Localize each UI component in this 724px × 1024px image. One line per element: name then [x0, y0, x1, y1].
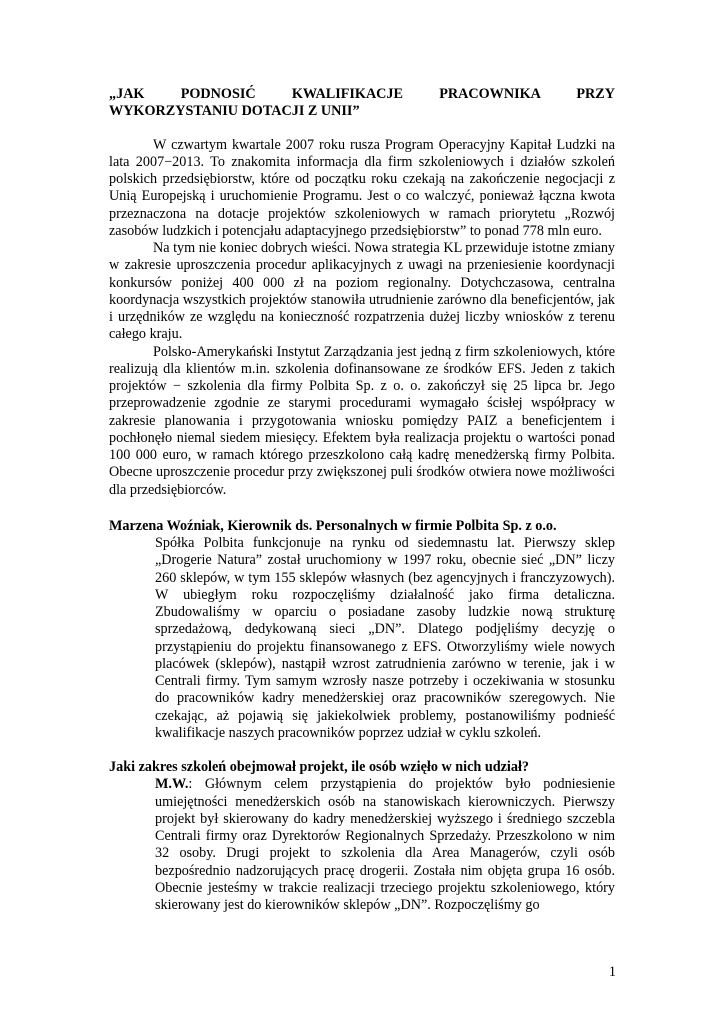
article-body: [109, 86, 615, 914]
intro-paragraph: W czwartym kwartale 2007 roku rusza Program Operacyjny Kapitał Ludzki na lata 2007−2013. To znakomita informacja dla firm szkoleniowych i działów szkoleń polskich przedsiębiorstw, które od początku roku czekają na zakończenie negocjacji z Unią Europejską i uruchomienie Programu. Jest o co walczyć, ponieważ łączna kwota przeznaczona na dotacje projektów szkoleniowych w ramach priorytetu „Rozwój zasobów ludzkich i potencjału adaptacyjnego przedsiębiorstw” to ponad 778 mln euro.: [109, 136, 615, 239]
article-title-line-1: „JAK PODNOSIĆ KWALIFIKACJE PRACOWNIKA PRZY: [109, 86, 615, 102]
article-title-line-2: WYKORZYSTANIU DOTACJI Z UNII”: [109, 103, 360, 120]
question-heading: Jaki zakres szkoleń obejmował projekt, ile osób wzięło w nich udział?: [109, 759, 529, 775]
answer-paragraph-2: [109, 776, 615, 914]
speaker-initials: M.W.: [155, 776, 189, 793]
answer-paragraph-1: Spółka Polbita funkcjonuje na rynku od siedemnastu lat. Pierwszy sklep „Drogerie Natura” został uruchomiony w 1997 roku, obecnie sieć „DN” liczy 260 sklepów, w tym 155 sklepów własnych (bez agencyjnych i franczyzowych). W ubiegłym roku rozpoczęliśmy działalność jako firma detaliczna. Zbudowaliśmy w oparciu o posiadane zasoby ludzkie nową strukturę sprzedażową, dedykowaną sieci „DN”. Dlatego podjęliśmy decyzję o przystąpieniu do projektu finansowanego z EFS. Otworzyliśmy wiele nowych placówek (sklepów), nastąpił wzrost zatrudnienia zarówno w terenie, jak i w Centrali firmy. Tym samym wzrosły nasze potrzeby i oczekiwania w stosunku do pracowników kadry menedżerskiej oraz pracowników szeregowych. Nie czekając, aż pojawią się jakiekolwiek problemy, postanowiliśmy podnieść kwalifikacje naszych pracowników poprzez udział w cyklu szkoleń.: [155, 535, 615, 741]
intro-paragraph: Na tym nie koniec dobrych wieści. Nowa strategia KL przewiduje istotne zmiany w zakresie uproszczenia procedur aplikacyjnych z uwagi na przeniesienie koordynacji konkursów poniżej 400 000 zł na poziom regionalny. Dotychczasowa, centralna koordynacja wszystkich projektów stanowiła utrudnienie zarówno dla beneficjentów, jak i urzędników ze względu na konieczność rozpatrzenia dużej liczby wniosków z terenu całego kraju.: [109, 240, 616, 343]
page-number: 1: [608, 964, 616, 980]
answer-text: : Głównym celem przystąpienia do projektów było podniesienie umiejętności menedżerskich osób na stanowiskach kierowniczych. Pierwszy projekt był skierowany do kadry menedżerskiej wyższego i średniego szczebla Centrali firmy oraz Dyrektorów Regionalnych Sprzedaży. Przeszkolono w nim 32 osoby. Drugi projekt to szkolenia dla Area Managerów, czyli osób bezpośrednio nadzorujących pracę drogerii. Została nim objęta grupa 16 osób. Obecnie jesteśmy w trakcie realizacji trzeciego projektu szkoleniowego, który skierowany jest do kierowników sklepów „DN”. Rozpoczęliśmy go: [155, 776, 615, 913]
intro-paragraph: Polsko-Amerykański Instytut Zarządzania jest jedną z firm szkoleniowych, które realizują dla klientów m.in. szkolenia dofinansowane ze środków EFS. Jeden z takich projektów − szkolenia dla firmy Polbita Sp. z o. o. zakończył się 25 lipca br. Jego przeprowadzenie zgodnie ze starymi procedurami wymagało ścisłej współpracy w zakresie planowania i przygotowania wniosku pomiędzy PAIZ a beneficjentem i pochłonęło niemal siedem miesięcy. Efektem była realizacja projektu o wartości ponad 100 000 euro, w ramach którego przeszkolono całą kadrę menedżerską firmy Polbita. Obecne uproszczenie procedur przy zwiększonej puli środków otwiera nowe możliwości dla przedsiębiorców.: [109, 343, 615, 498]
intro-section: [109, 137, 615, 499]
article-title: [109, 86, 615, 121]
interviewee-heading: Marzena Woźniak, Kierownik ds. Personalnych w firmie Polbita Sp. z o.o.: [109, 517, 557, 534]
